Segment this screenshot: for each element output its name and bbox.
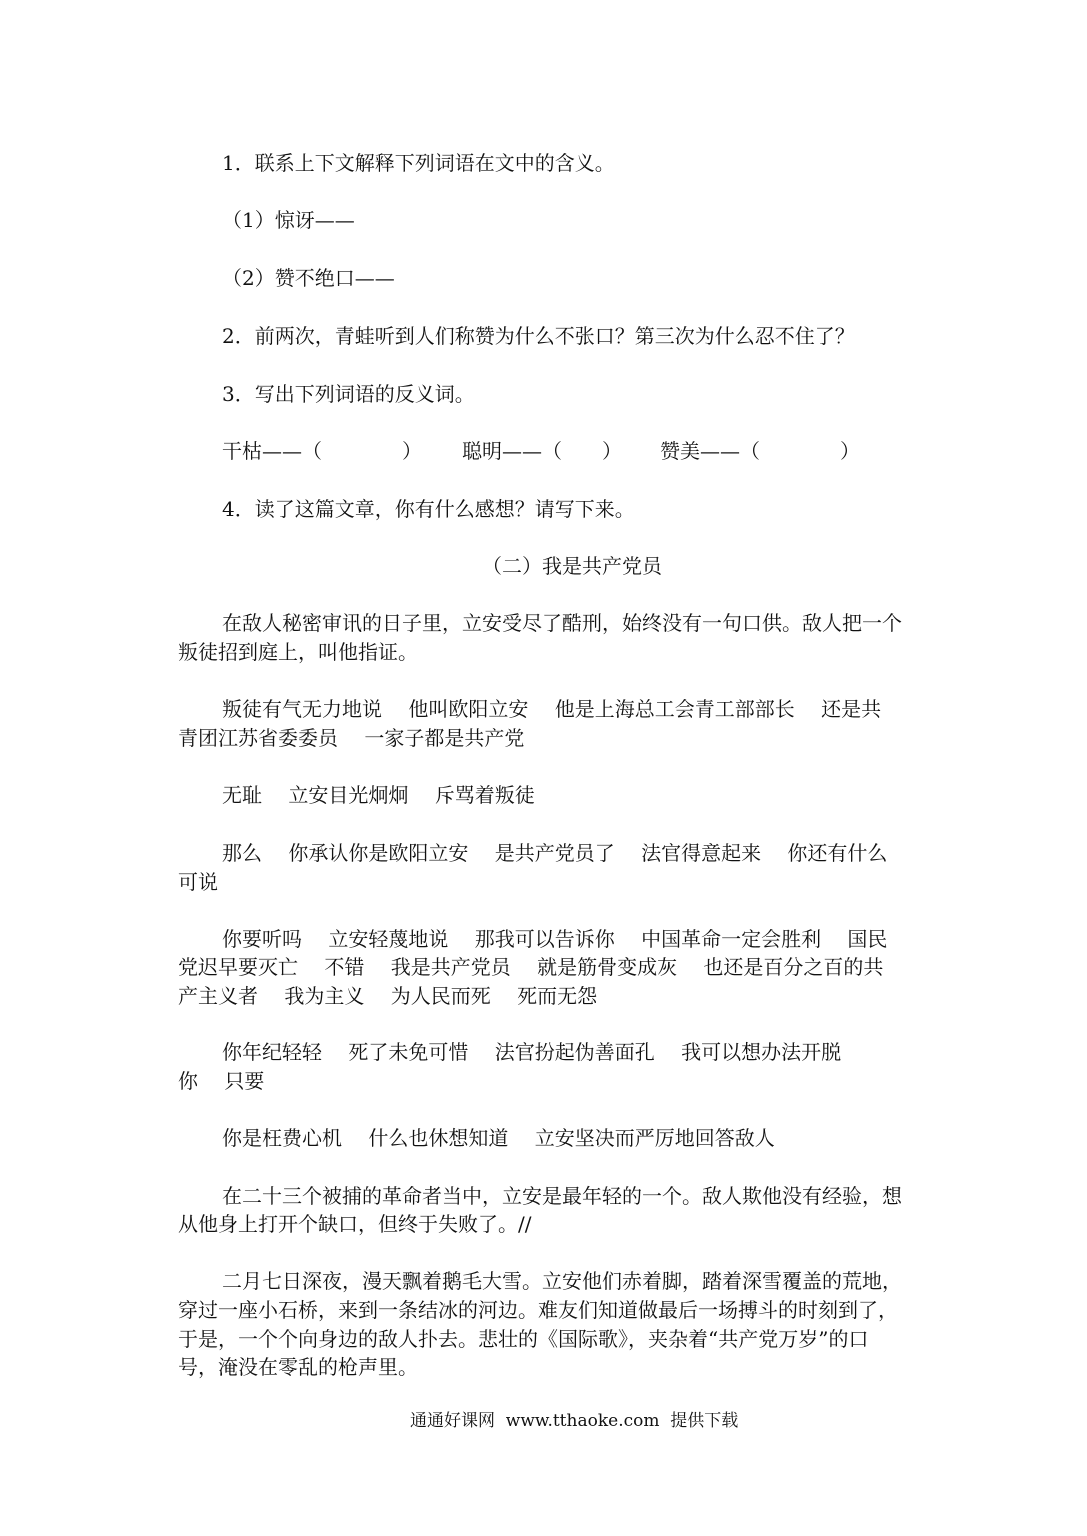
passage-line: 产主义者 我为主义 为人民而死 死而无怨 [178,984,598,1008]
passage-line: 你要听吗 立安轻蔑地说 那我可以告诉你 中国革命一定会胜利 国民 [222,927,888,951]
passage-line: 从他身上打开个缺口，但终于失败了。// [178,1212,532,1236]
passage-line: 穿过一座小石桥，来到一条结冰的河边。难友们知道做最后一场搏斗的时刻到了， [178,1298,898,1322]
question-3: 3．写出下列词语的反义词。 [222,382,475,406]
passage-line: 叛徒招到庭上，叫他指证。 [178,640,418,664]
passage-line: 你是枉费心机 什么也休想知道 立安坚决而严厉地回答敌人 [222,1126,775,1150]
antonym-item-2: 聪明——（ ） [462,439,622,463]
question-1-part-2: （2）赞不绝口—— [222,266,395,290]
passage-line: 你 只要 [178,1069,265,1093]
passage-line: 在敌人秘密审讯的日子里，立安受尽了酷刑，始终没有一句口供。敌人把一个 [222,611,902,635]
question-1: 1．联系上下文解释下列词语在文中的含义。 [222,151,615,175]
passage-line: 那么 你承认你是欧阳立安 是共产党员了 法官得意起来 你还有什么 [222,841,888,865]
passage-line: 在二十三个被捕的革命者当中，立安是最年轻的一个。敌人欺他没有经验，想 [222,1184,902,1208]
passage-line: 青团江苏省委委员 一家子都是共产党 [178,726,525,750]
antonym-item-3: 赞美——（ ） [660,439,860,463]
question-1-part-1: （1）惊讶—— [222,208,355,232]
question-2: 2．前两次，青蛙听到人们称赞为什么不张口？第三次为什么忍不住了？ [222,324,855,348]
passage-line: 无耻 立安目光炯炯 斥骂着叛徒 [222,783,535,807]
question-4: 4．读了这篇文章，你有什么感想？请写下来。 [222,497,635,521]
section-title: （二）我是共产党员 [482,554,662,578]
passage-line: 叛徒有气无力地说 他叫欧阳立安 他是上海总工会青工部部长 还是共 [222,697,882,721]
page-footer: 通通好课网 www.tthaoke.com 提供下载 [410,1411,739,1431]
passage-line: 可说 [178,870,218,894]
passage-line: 号，淹没在零乱的枪声里。 [178,1355,418,1379]
passage-line: 二月七日深夜，漫天飘着鹅毛大雪。立安他们赤着脚，踏着深雪覆盖的荒地， [222,1269,902,1293]
antonym-item-1: 干枯——（ ） [222,439,422,463]
passage-line: 党迟早要灭亡 不错 我是共产党员 就是筋骨变成灰 也还是百分之百的共 [178,955,884,979]
passage-line: 你年纪轻轻 死了未免可惜 法官扮起伪善面孔 我可以想办法开脱 [222,1040,842,1064]
passage-line: 于是，一个个向身边的敌人扑去。悲壮的《国际歌》，夹杂着“共产党万岁”的口 [178,1327,869,1351]
